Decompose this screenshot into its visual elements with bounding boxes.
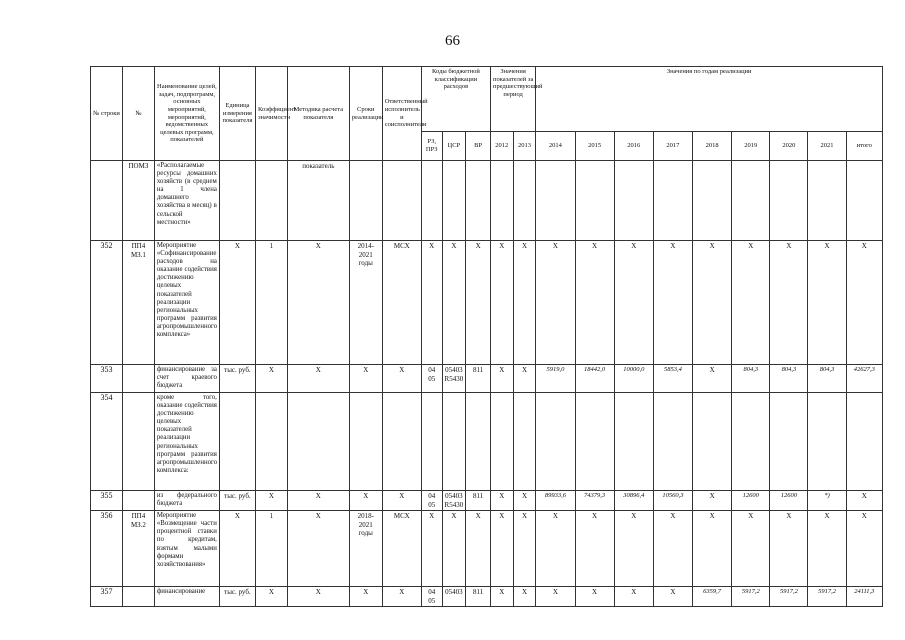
- cell-coef: X: [255, 491, 287, 511]
- cell-year-value: X: [536, 587, 575, 607]
- header-year: 2014: [536, 132, 575, 161]
- header-year: 2018: [693, 132, 732, 161]
- cell-unit: [219, 161, 255, 241]
- cell-responsible: X: [382, 365, 421, 393]
- cell-name: Мероприятие «Софинансирование расходов на оказание содействия достижению целевых показателей реализации региональных программ развития агропромышленного комплекса»: [154, 241, 219, 365]
- header-name: Наименование целей, задач, подпрограмм, основных мероприятий, мероприятий, ведомственных целевых программ, показателей: [154, 67, 219, 161]
- header-year: 2016: [614, 132, 653, 161]
- cell-method: X: [287, 587, 349, 607]
- cell-year-value: 804,3: [808, 365, 846, 393]
- cell-code: [122, 393, 154, 491]
- cell-vr: 811: [466, 365, 491, 393]
- cell-year-value: X: [653, 511, 692, 587]
- header-year: 2015: [575, 132, 614, 161]
- cell-year-value: X: [653, 587, 692, 607]
- cell-year-value: X: [693, 491, 732, 511]
- cell-year-value: [513, 393, 536, 491]
- cell-year-value: X: [614, 511, 653, 587]
- cell-year-value: X: [490, 491, 513, 511]
- cell-year-value: X: [693, 241, 732, 365]
- cell-method: X: [287, 491, 349, 511]
- cell-year-value: [732, 161, 770, 241]
- cell-name: Мероприятие «Возмещение части процентной ставки по кредитам, взятым малыми формами хозяйствования»: [154, 511, 219, 587]
- cell-year-value: 12600: [732, 491, 770, 511]
- cell-year-value: [770, 161, 808, 241]
- header-prev-values: Значения показателей за предшествующий период: [490, 67, 535, 132]
- cell-vr: [466, 393, 491, 491]
- cell-year-value: [513, 161, 536, 241]
- header-vr: ВР: [466, 132, 491, 161]
- cell-year-value: [490, 393, 513, 491]
- cell-year-value: 5919,0: [536, 365, 575, 393]
- cell-responsible: X: [382, 491, 421, 511]
- cell-year-value: [653, 161, 692, 241]
- cell-coef: X: [255, 587, 287, 607]
- table-row: [91, 393, 883, 491]
- cell-year-value: X: [513, 365, 536, 393]
- cell-vr: [466, 161, 491, 241]
- cell-year-value: X: [513, 587, 536, 607]
- cell-csr: 05403 R5430: [442, 491, 466, 511]
- cell-year-value: X: [513, 241, 536, 365]
- cell-year-value: [808, 161, 846, 241]
- cell-terms: [349, 161, 382, 241]
- cell-coef: [255, 161, 287, 241]
- cell-total: [846, 161, 882, 241]
- cell-coef: 1: [255, 511, 287, 587]
- cell-year-value: X: [490, 241, 513, 365]
- cell-csr: [442, 161, 466, 241]
- cell-responsible: МСХ: [382, 241, 421, 365]
- cell-rz: X: [421, 511, 442, 587]
- cell-year-value: X: [575, 241, 614, 365]
- cell-name: «Располагаемые ресурсы домашних хозяйств (в среднем на 1 члена домашнего хозяйства в месяц) в сельской местности»: [154, 161, 219, 241]
- cell-row-no: 357: [91, 587, 123, 607]
- cell-year-value: [732, 393, 770, 491]
- cell-year-value: [693, 393, 732, 491]
- cell-csr: X: [442, 241, 466, 365]
- cell-terms: X: [349, 365, 382, 393]
- cell-year-value: X: [513, 491, 536, 511]
- cell-code: [122, 365, 154, 393]
- page-number: 66: [445, 33, 460, 49]
- cell-year-value: 10560,3: [653, 491, 692, 511]
- cell-year-value: X: [536, 241, 575, 365]
- cell-code: ПП4 МЗ.1: [122, 241, 154, 365]
- cell-csr: 05403: [442, 587, 466, 607]
- header-method: Методика расчета показателя: [287, 67, 349, 161]
- cell-year-value: 804,3: [732, 365, 770, 393]
- cell-name: кроме того, оказание содействия достижению целевых показателей реализации региональных программ развития агропромышленного комплекса:: [154, 393, 219, 491]
- cell-year-value: X: [693, 365, 732, 393]
- cell-responsible: [382, 393, 421, 491]
- cell-vr: X: [466, 241, 491, 365]
- table-row: [91, 587, 883, 607]
- cell-year-value: [770, 393, 808, 491]
- cell-responsible: [382, 161, 421, 241]
- cell-year-value: X: [575, 587, 614, 607]
- cell-year-value: X: [614, 587, 653, 607]
- cell-method: X: [287, 241, 349, 365]
- table-row: [91, 241, 883, 365]
- cell-year-value: X: [490, 365, 513, 393]
- cell-terms: X: [349, 491, 382, 511]
- table-row: [91, 161, 883, 241]
- cell-year-value: [575, 393, 614, 491]
- cell-year-value: [536, 393, 575, 491]
- cell-vr: 811: [466, 491, 491, 511]
- cell-vr: X: [466, 511, 491, 587]
- cell-unit: X: [219, 241, 255, 365]
- cell-code: [122, 587, 154, 607]
- cell-total: [846, 393, 882, 491]
- cell-year-value: 804,3: [770, 365, 808, 393]
- cell-unit: [219, 393, 255, 491]
- cell-method: показатель: [287, 161, 349, 241]
- cell-year-value: X: [490, 587, 513, 607]
- cell-year-value: 5853,4: [653, 365, 692, 393]
- cell-method: X: [287, 511, 349, 587]
- cell-year-value: X: [490, 511, 513, 587]
- header-row-no: № строки: [91, 67, 123, 161]
- cell-rz: 04 05: [421, 491, 442, 511]
- cell-terms: X: [349, 587, 382, 607]
- cell-year-value: 5917,2: [808, 587, 846, 607]
- cell-total: X: [846, 241, 882, 365]
- cell-year-value: [693, 161, 732, 241]
- header-year: 2021: [808, 132, 846, 161]
- cell-year-value: X: [808, 511, 846, 587]
- cell-row-no: 353: [91, 365, 123, 393]
- cell-year-value: X: [513, 511, 536, 587]
- cell-year-value: X: [808, 241, 846, 365]
- cell-unit: тыс. руб.: [219, 587, 255, 607]
- cell-vr: 811: [466, 587, 491, 607]
- cell-total: X: [846, 511, 882, 587]
- header-year: 2017: [653, 132, 692, 161]
- table-row: [91, 511, 883, 587]
- cell-total: 42627,3: [846, 365, 882, 393]
- cell-year-value: *): [808, 491, 846, 511]
- header-responsible: Ответственный исполнитель и соисполнители: [382, 67, 421, 161]
- cell-method: [287, 393, 349, 491]
- cell-year-value: X: [575, 511, 614, 587]
- cell-year-value: X: [770, 511, 808, 587]
- cell-year-value: [653, 393, 692, 491]
- cell-method: X: [287, 365, 349, 393]
- cell-year-value: [536, 161, 575, 241]
- header-unit: Единица измерения показателя: [219, 67, 255, 161]
- cell-year-value: X: [614, 241, 653, 365]
- header-no: №: [122, 67, 154, 161]
- cell-year-value: 18442,0: [575, 365, 614, 393]
- cell-year-value: 74379,3: [575, 491, 614, 511]
- cell-name: финансирование: [154, 587, 219, 607]
- cell-year-value: 30896,4: [614, 491, 653, 511]
- cell-row-no: 356: [91, 511, 123, 587]
- header-terms: Сроки реализации: [349, 67, 382, 161]
- cell-year-value: 6359,7: [693, 587, 732, 607]
- cell-year-value: 5917,2: [732, 587, 770, 607]
- cell-terms: 2018-2021 годы: [349, 511, 382, 587]
- header-year: 2012: [490, 132, 513, 161]
- cell-rz: X: [421, 241, 442, 365]
- cell-year-value: [575, 161, 614, 241]
- header-coef: Коэффициент значимости: [255, 67, 287, 161]
- cell-terms: [349, 393, 382, 491]
- cell-rz: [421, 161, 442, 241]
- indicators-table: [90, 66, 883, 607]
- header-total: итого: [846, 132, 882, 161]
- cell-row-no: 354: [91, 393, 123, 491]
- cell-csr: X: [442, 511, 466, 587]
- header-budget-codes: Коды бюджетной классификации расходов: [421, 67, 490, 132]
- cell-year-value: X: [693, 511, 732, 587]
- cell-coef: X: [255, 365, 287, 393]
- cell-year-value: 89933,6: [536, 491, 575, 511]
- cell-unit: X: [219, 511, 255, 587]
- cell-name: из федерального бюджета: [154, 491, 219, 511]
- cell-code: [122, 491, 154, 511]
- cell-code: ПОМЗ: [122, 161, 154, 241]
- cell-year-value: X: [770, 241, 808, 365]
- cell-year-value: [490, 161, 513, 241]
- cell-year-value: X: [653, 241, 692, 365]
- cell-row-no: 352: [91, 241, 123, 365]
- cell-year-value: [808, 393, 846, 491]
- cell-coef: 1: [255, 241, 287, 365]
- cell-unit: тыс. руб.: [219, 365, 255, 393]
- cell-csr: [442, 393, 466, 491]
- cell-responsible: X: [382, 587, 421, 607]
- cell-rz: [421, 393, 442, 491]
- header-year: 2013: [513, 132, 536, 161]
- cell-code: ПП4 МЗ.2: [122, 511, 154, 587]
- cell-year-value: [614, 161, 653, 241]
- cell-coef: [255, 393, 287, 491]
- header-csr: ЦСР: [442, 132, 466, 161]
- header-year: 2019: [732, 132, 770, 161]
- cell-csr: 05403 R5430: [442, 365, 466, 393]
- cell-responsible: МСХ: [382, 511, 421, 587]
- table-row: [91, 491, 883, 511]
- cell-year-value: X: [732, 241, 770, 365]
- cell-year-value: 10000,0: [614, 365, 653, 393]
- header-values-by-year: Значения по годам реализации: [536, 67, 883, 132]
- cell-row-no: [91, 161, 123, 241]
- cell-rz: 04 05: [421, 365, 442, 393]
- cell-name: финансирование за счет краевого бюджета: [154, 365, 219, 393]
- cell-year-value: [614, 393, 653, 491]
- cell-total: X: [846, 491, 882, 511]
- header-year: 2020: [770, 132, 808, 161]
- cell-row-no: 355: [91, 491, 123, 511]
- cell-unit: тыс. руб.: [219, 491, 255, 511]
- cell-terms: 2014-2021 годы: [349, 241, 382, 365]
- header-rz: РЗ, ПРЗ: [421, 132, 442, 161]
- cell-rz: 04 05: [421, 587, 442, 607]
- cell-year-value: 5917,2: [770, 587, 808, 607]
- cell-year-value: X: [732, 511, 770, 587]
- table-row: [91, 365, 883, 393]
- cell-year-value: X: [536, 511, 575, 587]
- cell-total: 24111,3: [846, 587, 882, 607]
- cell-year-value: 12600: [770, 491, 808, 511]
